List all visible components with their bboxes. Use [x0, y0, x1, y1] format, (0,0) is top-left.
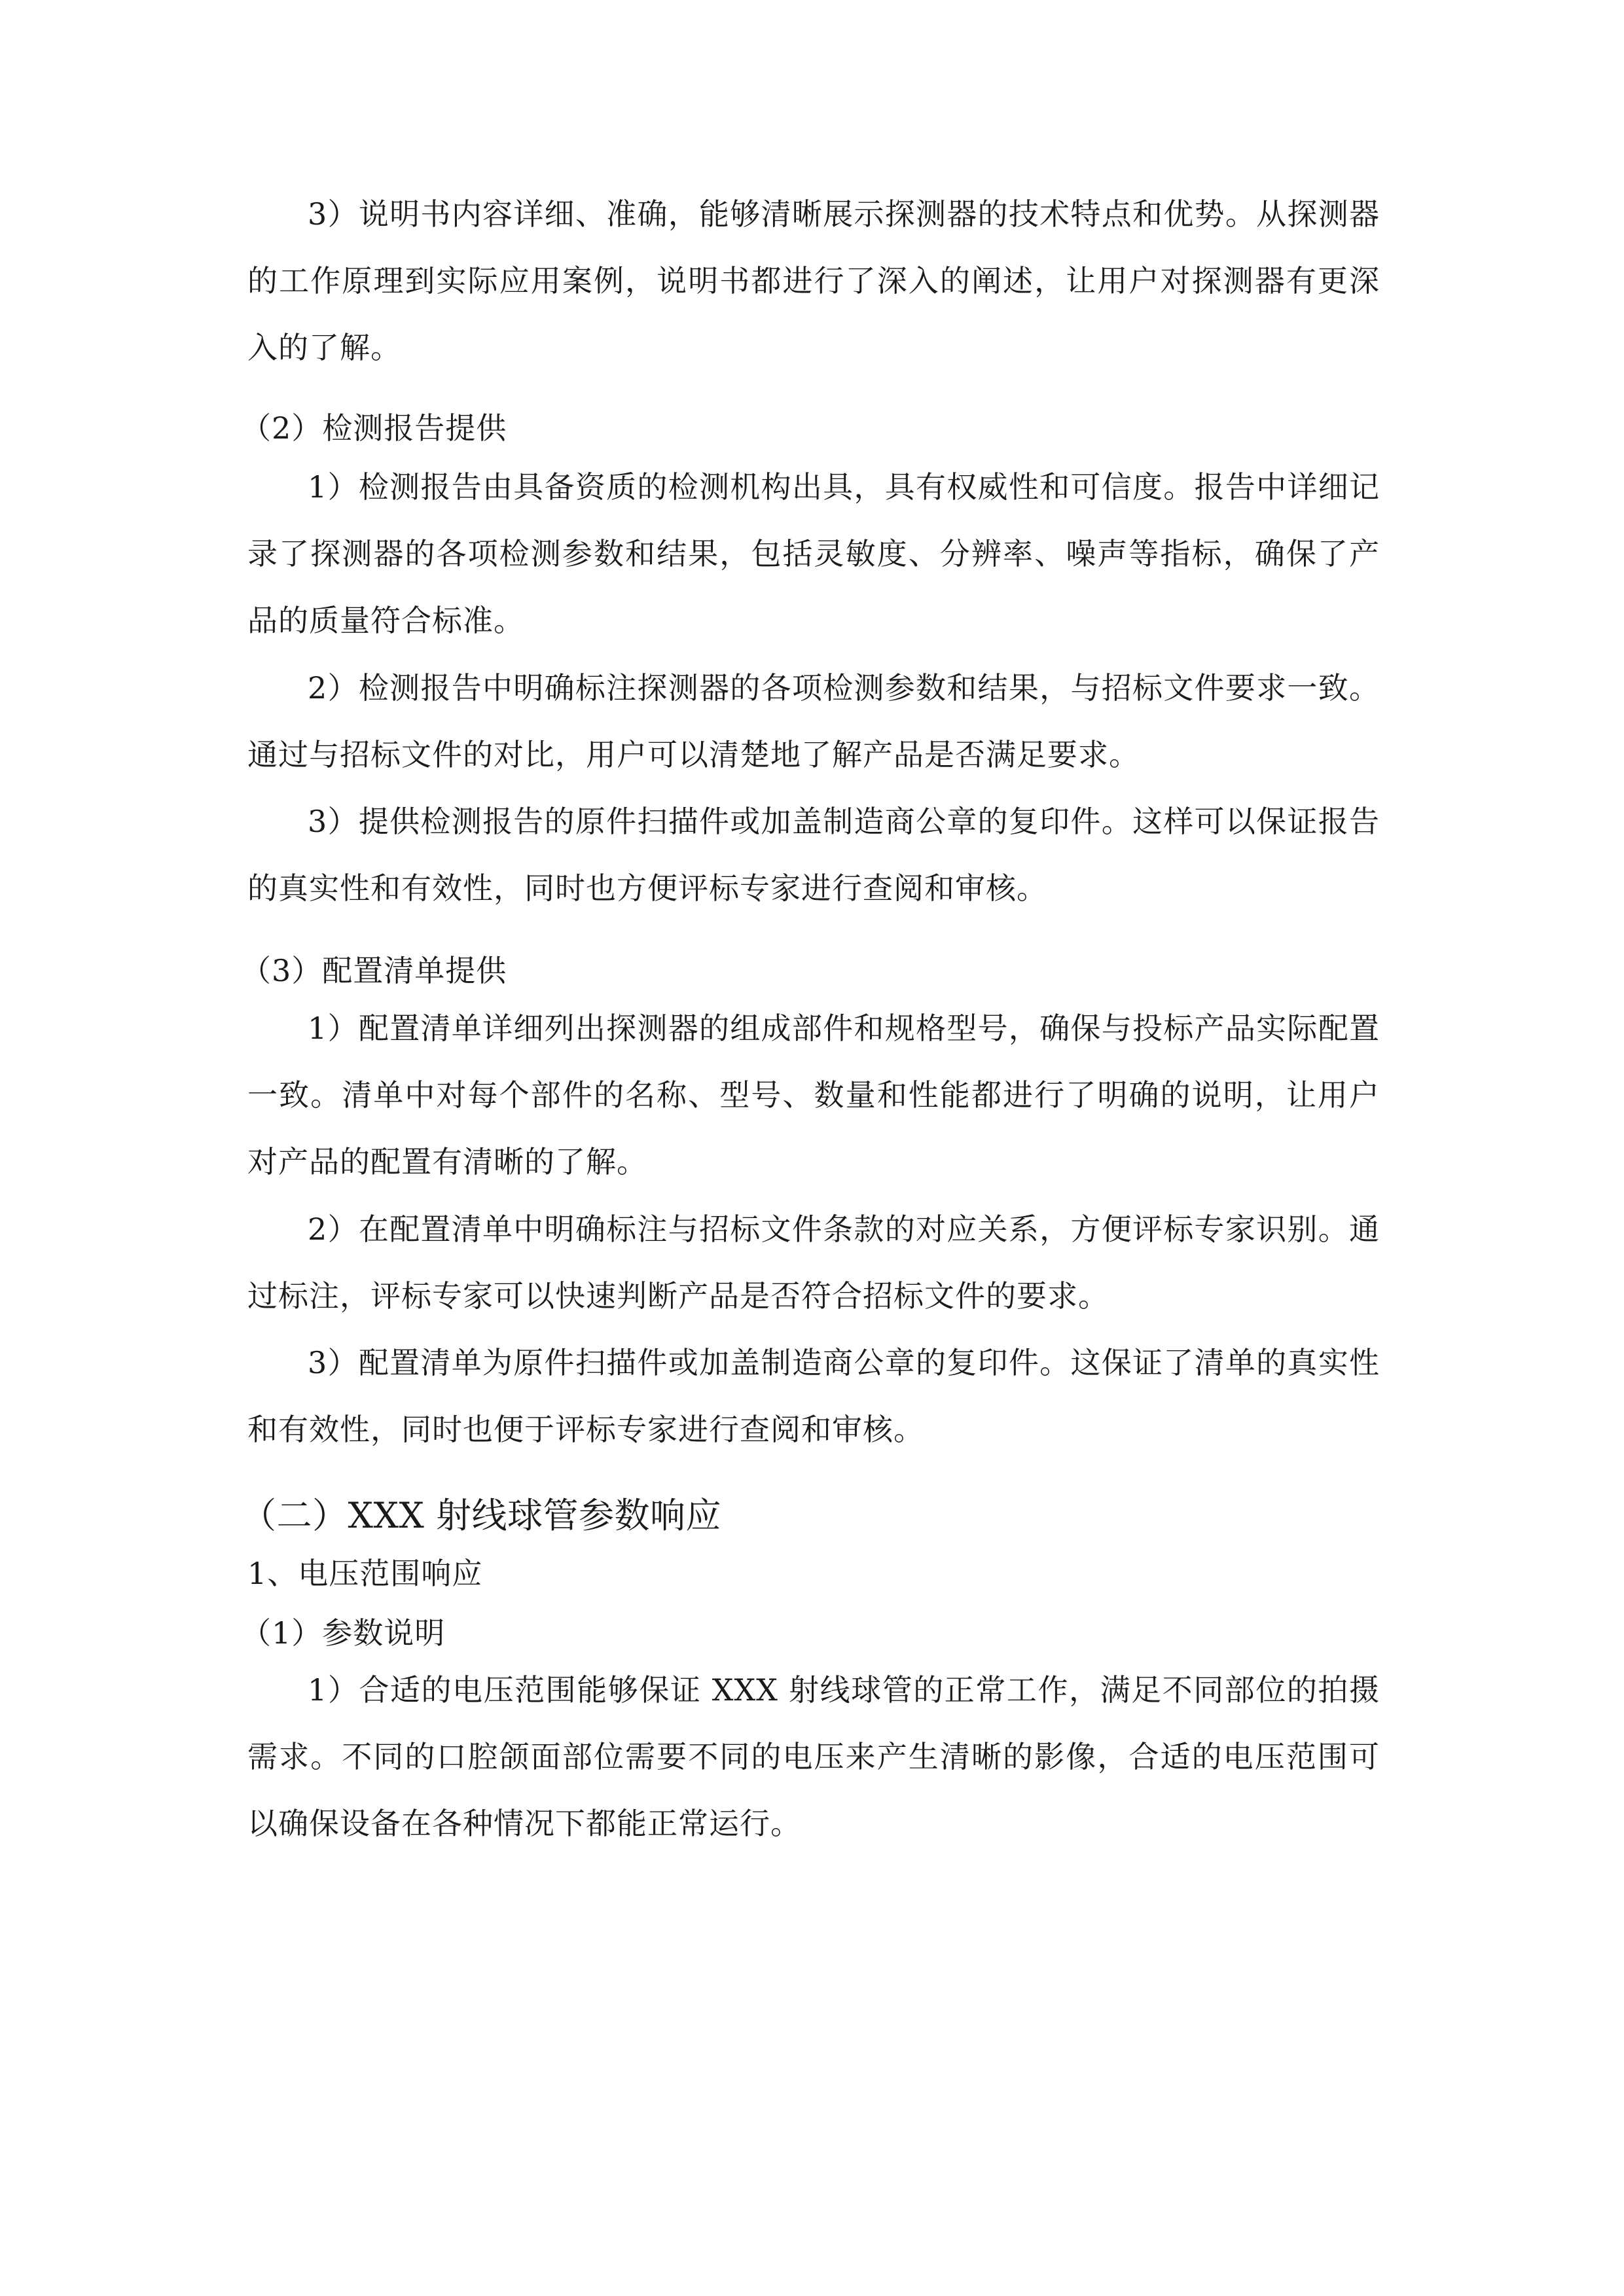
paragraph-test-report-params: 2）检测报告中明确标注探测器的各项检测参数和结果，与招标文件要求一致。通过与招标文件的对比，用户可以清楚地了解产品是否满足要求。	[247, 670, 1380, 772]
heading-test-report: （2）检测报告提供	[241, 410, 507, 446]
paragraph-config-list-details: 1）配置清单详细列出探测器的组成部件和规格型号，确保与投标产品实际配置一致。清单中对每个部件的名称、型号、数量和性能都进行了明确的说明，让用户对产品的配置有清晰的了解。	[247, 1011, 1380, 1179]
heading-voltage-range: 1、电压范围响应	[247, 1556, 483, 1591]
paragraph-manual-content: 3）说明书内容详细、准确，能够清晰展示探测器的技术特点和优势。从探测器的工作原理到实际应用案例，说明书都进行了深入的阐述，让用户对探测器有更深入的了解。	[247, 196, 1380, 365]
heading-config-list: （3）配置清单提供	[241, 953, 507, 988]
paragraph-test-report-copy: 3）提供检测报告的原件扫描件或加盖制造商公章的复印件。这样可以保证报告的真实性和有效性，同时也方便评标专家进行查阅和审核。	[247, 804, 1380, 906]
section-heading-xray-tube: （二）XXX 射线球管参数响应	[241, 1495, 721, 1536]
heading-parameter-description: （1）参数说明	[241, 1615, 446, 1651]
paragraph-test-report-authority: 1）检测报告由具备资质的检测机构出具，具有权威性和可信度。报告中详细记录了探测器的各项检测参数和结果，包括灵敏度、分辨率、噪声等指标，确保了产品的质量符合标准。	[247, 469, 1380, 638]
paragraph-config-list-copy: 3）配置清单为原件扫描件或加盖制造商公章的复印件。这保证了清单的真实性和有效性，同时也便于评标专家进行查阅和审核。	[247, 1345, 1380, 1447]
paragraph-config-list-mapping: 2）在配置清单中明确标注与招标文件条款的对应关系，方便评标专家识别。通过标注，评标专家可以快速判断产品是否符合招标文件的要求。	[247, 1211, 1380, 1314]
paragraph-voltage-range: 1）合适的电压范围能够保证 XXX 射线球管的正常工作，满足不同部位的拍摄需求。不同的口腔颌面部位需要不同的电压来产生清晰的影像，合适的电压范围可以确保设备在各种情况下都能正常运行。	[247, 1672, 1380, 1841]
